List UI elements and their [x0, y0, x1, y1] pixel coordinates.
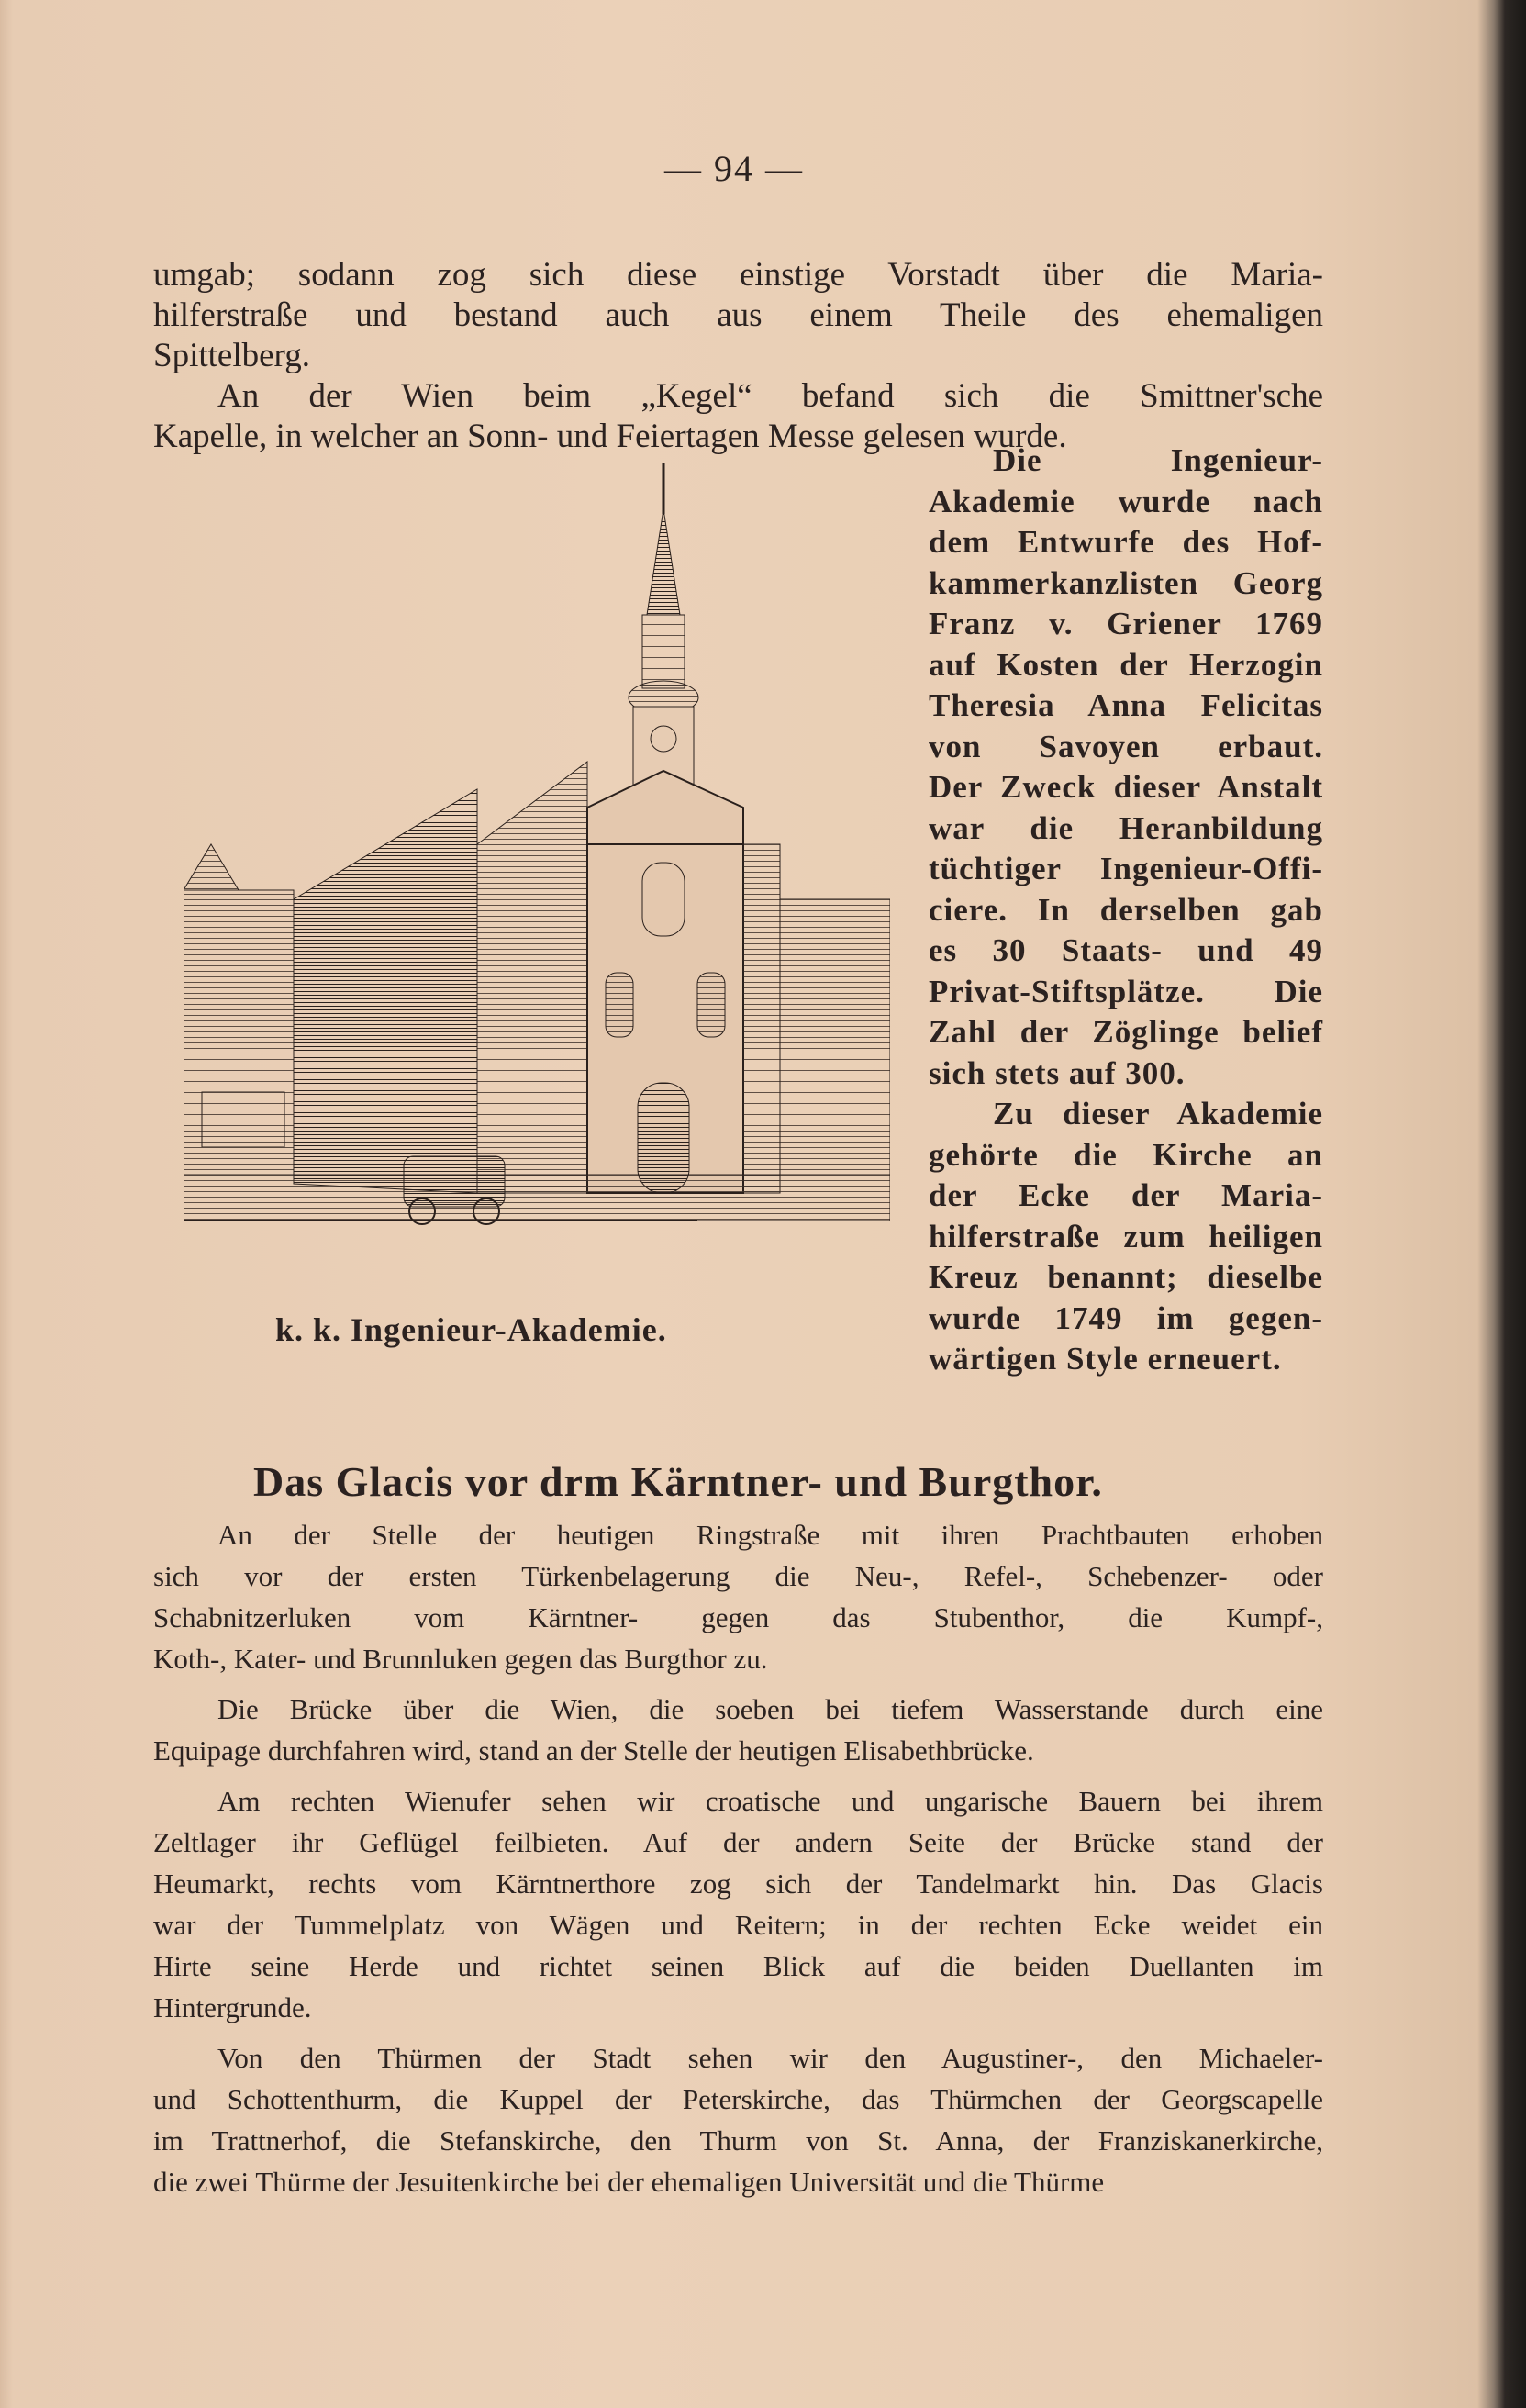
text-line: im Trattnerhof, die Stefanskirche, den Thurm von St. Anna, der Franziskanerkirche,	[153, 2124, 1323, 2157]
paragraph	[153, 255, 1323, 376]
text-line: ciere. In derselben gab	[929, 891, 1323, 928]
text-line: es 30 Staats- und 49	[929, 932, 1323, 968]
text-line: hilferstraße und bestand auch aus einem Theile des ehemaligen	[153, 296, 1323, 334]
intro-text	[153, 255, 1323, 457]
text-line: von Savoyen erbaut.	[929, 728, 1323, 764]
text-line: Zahl der Zöglinge belief	[929, 1014, 1323, 1050]
paragraph	[153, 1514, 1323, 1679]
text-line: kammerkanzlisten Georg	[929, 564, 1323, 601]
text-line: auf Kosten der Herzogin	[929, 646, 1323, 683]
paragraph	[153, 1780, 1323, 2028]
text-line: Heumarkt, rechts vom Kärntnerthore zog sich der Tandelmarkt hin. Das Glacis	[153, 1867, 1323, 1900]
text-line: Am rechten Wienufer sehen wir croatische und ungarische Bauern bei ihrem	[217, 1785, 1323, 1817]
text-line: Franz v. Griener 1769	[929, 606, 1323, 641]
text-line: Akademie wurde nach	[929, 483, 1323, 519]
text-line: Koth-, Kater- und Brunnluken gegen das Burgthor zu.	[153, 1643, 768, 1675]
text-line: Theresia Anna Felicitas	[929, 687, 1323, 723]
text-line: Der Zweck dieser Anstalt	[929, 769, 1323, 805]
text-line: hilferstraße zum heiligen	[929, 1218, 1323, 1254]
page-number: — 94 —	[664, 148, 804, 189]
text-line: Zu dieser Akademie	[993, 1096, 1323, 1132]
text-line: die zwei Thürme der Jesuitenkirche bei der ehemaligen Universität und die Thürme	[153, 2166, 1105, 2198]
text-line: wärtigen Style erneuert.	[929, 1341, 1282, 1377]
text-line: Kapelle, in welcher an Sonn- und Feiertagen Messe gelesen wurde.	[153, 418, 1067, 455]
text-line: war der Tummelplatz von Wägen und Reitern; in der rechten Ecke weidet ein	[153, 1909, 1323, 1941]
text-line: Schabnitzerluken vom Kärntner- gegen das Stubenthor, die Kumpf-,	[153, 1601, 1323, 1633]
text-line: dem Entwurfe des Hof-	[929, 524, 1323, 560]
text-line: der Ecke der Maria-	[929, 1177, 1323, 1213]
text-line: Spittelberg.	[153, 337, 310, 374]
text-line: war die Heranbildung	[929, 809, 1323, 846]
text-line: Equipage durchfahren wird, stand an der Stelle der heutigen Elisabethbrücke.	[153, 1734, 1034, 1767]
text-line: Die Brücke über die Wien, die soeben bei tiefem Wasserstande durch eine	[217, 1693, 1323, 1725]
text-line: An der Wien beim „Kegel“ befand sich die Smittner'sche	[217, 377, 1323, 415]
paragraph	[153, 2037, 1323, 2202]
text-line: gehörte die Kirche an	[929, 1136, 1323, 1173]
text-line: Hirte seine Herde und richtet seinen Blick auf die beiden Duellanten im	[153, 1950, 1323, 1982]
text-line: An der Stelle der heutigen Ringstraße mit ihren Prachtbauten erhoben	[217, 1519, 1323, 1551]
section-heading: Das Glacis vor drm Kärntner- und Burgthor.	[253, 1458, 1103, 1505]
text-line: sich vor der ersten Türkenbelagerung die Neu-, Refel-, Schebenzer- oder	[153, 1560, 1323, 1592]
illustration-caption: k. k. Ingenieur-Akademie.	[275, 1311, 667, 1348]
paragraph	[929, 440, 1323, 1094]
text-line: wurde 1749 im gegen-	[929, 1299, 1323, 1336]
text-line: tüchtiger Ingenieur-Offi-	[929, 851, 1323, 886]
text-line: sich stets auf 300.	[929, 1054, 1186, 1091]
paragraph	[153, 1689, 1323, 1771]
text-line: und Schottenthurm, die Kuppel der Peterskirche, das Thürmchen der Georgscapelle	[153, 2083, 1323, 2115]
church-engraving-image	[184, 459, 890, 1285]
text-line: Von den Thürmen der Stadt sehen wir den Augustiner-, den Michaeler-	[217, 2042, 1323, 2074]
paragraph	[929, 1094, 1323, 1380]
text-line: Die Ingenieur-	[993, 442, 1323, 478]
text-line: Kreuz benannt; dieselbe	[929, 1259, 1323, 1295]
section-body-text	[153, 1514, 1323, 2212]
text-line: Hintergrunde.	[153, 1991, 312, 2023]
text-line: Privat-Stiftsplätze. Die	[929, 973, 1323, 1009]
text-line: umgab; sodann zog sich diese einstige Vorstadt über die Maria-	[153, 256, 1323, 294]
text-line: Zeltlager ihr Geflügel feilbieten. Auf der andern Seite der Brücke stand der	[153, 1826, 1323, 1858]
right-column-text	[929, 440, 1323, 1380]
engraving-illustration	[184, 459, 890, 1285]
